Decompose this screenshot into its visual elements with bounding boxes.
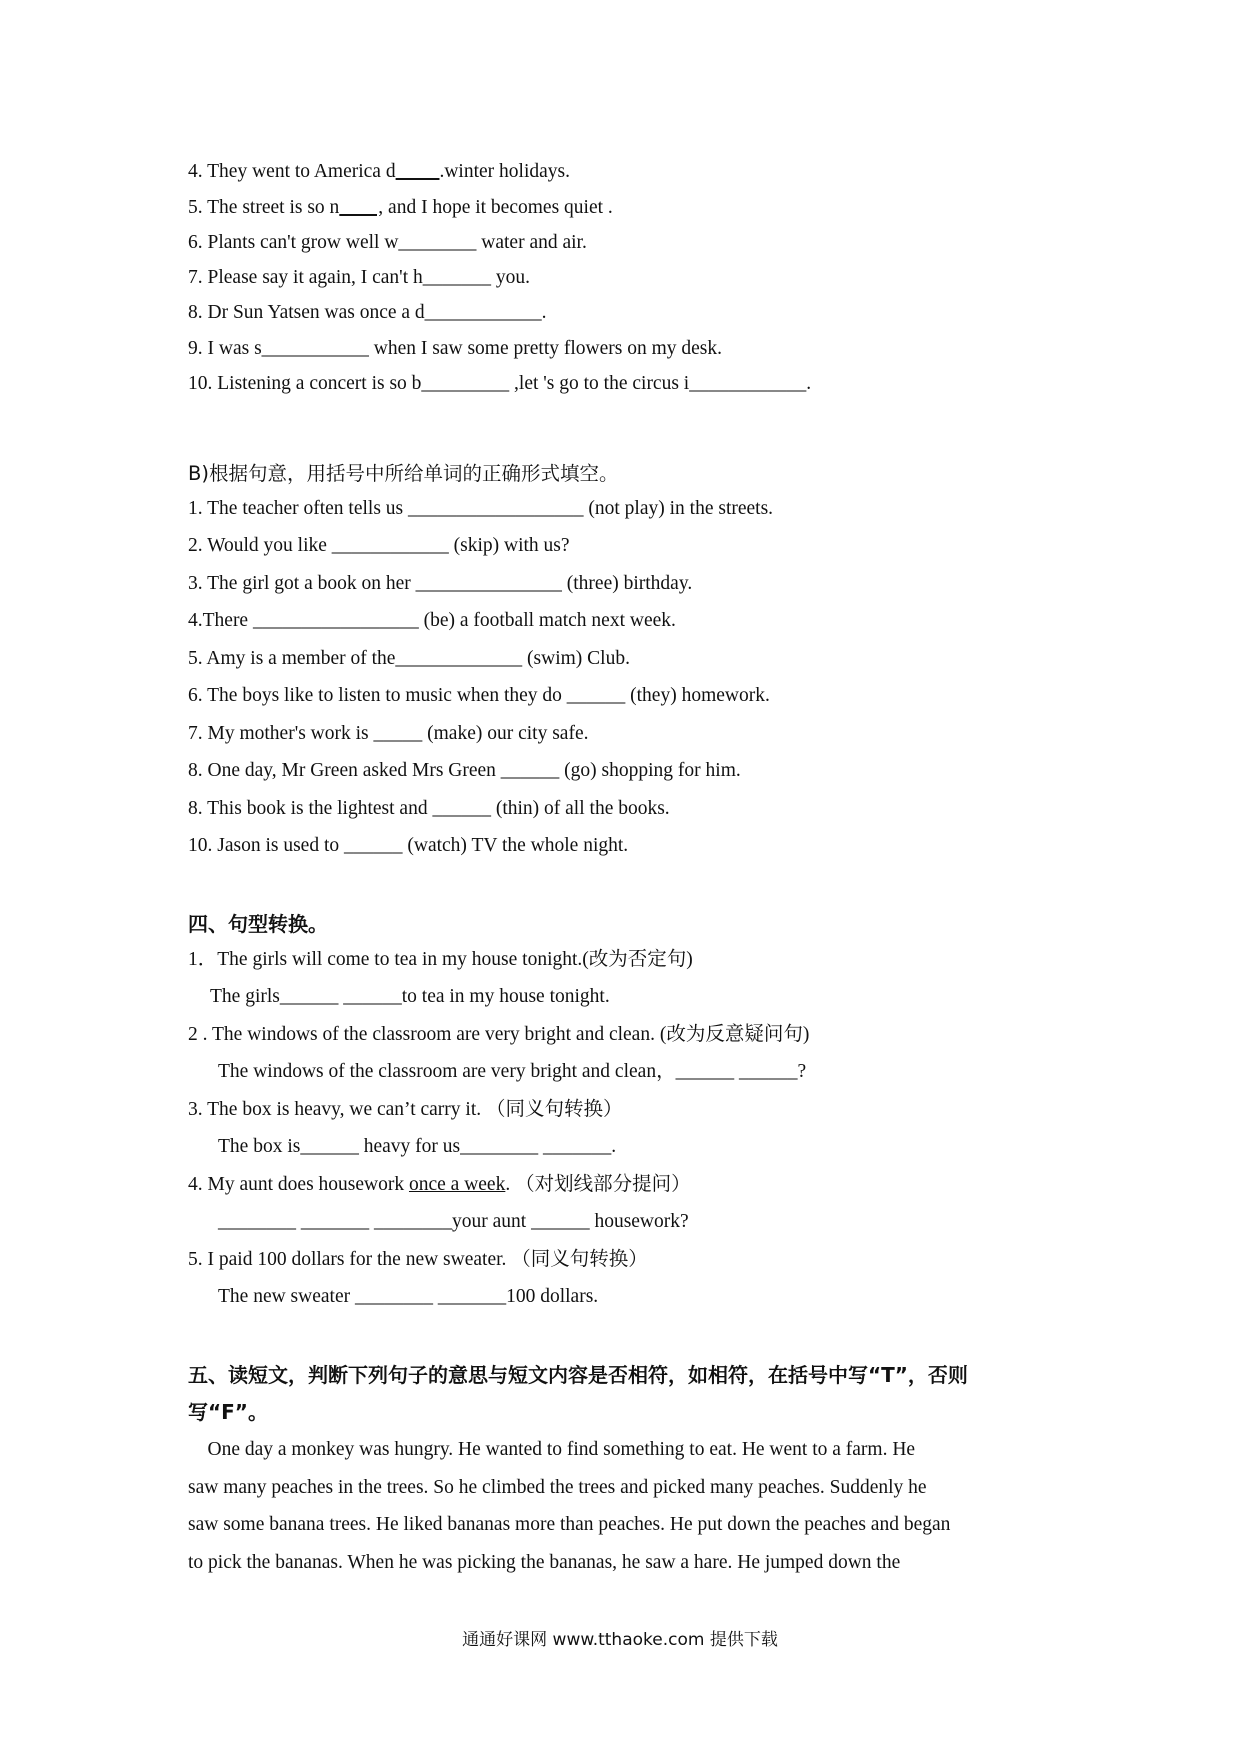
section-b-item: 6. The boys like to listen to music when they do ______ (they) homework. xyxy=(188,685,770,706)
section-a-item-10: 10. Listening a concert is so b_________ ,let 's go to the circus i____________. xyxy=(188,373,812,394)
section-4-question-1: 1．The girls will come to tea in my house tonight.(改为否定句) xyxy=(188,949,693,970)
section-a-item-4: 4. They went to America d .winter holidays. xyxy=(188,161,570,182)
section-4-question-4: 4. My aunt does housework once a week. （对划线部分提问） xyxy=(188,1174,691,1195)
section-4-answer-1: The girls______ ______to tea in my house tonight. xyxy=(210,986,610,1007)
section-4-question-2: 2 . The windows of the classroom are very bright and clean. (改为反意疑问句) xyxy=(188,1024,810,1045)
reading-paragraph-line: to pick the bananas. When he was picking the bananas, he saw a hare. He jumped down the xyxy=(188,1552,901,1573)
section-a-item-6: 6. Plants can't grow well w________ water and air. xyxy=(188,232,587,253)
answer-blank: , xyxy=(339,197,384,218)
section-4-title: 四、句型转换。 xyxy=(188,912,328,936)
reading-paragraph-line: One day a monkey was hungry. He wanted to find something to eat. He went to a farm. He xyxy=(188,1439,916,1460)
section-a-item-9: 9. I was s___________ when I saw some pretty flowers on my desk. xyxy=(188,338,723,359)
answer-blank xyxy=(396,161,440,182)
section-b-item: 7. My mother's work is _____ (make) our city safe. xyxy=(188,723,589,744)
section-b-item: 1. The teacher often tells us __________________ (not play) in the streets. xyxy=(188,498,774,519)
section-b-item: 5. Amy is a member of the_____________ (swim) Club. xyxy=(188,648,630,669)
section-4-question-5: 5. I paid 100 dollars for the new sweater. （同义句转换） xyxy=(188,1249,648,1270)
section-4-question-3: 3. The box is heavy, we can’t carry it. （同义句转换） xyxy=(188,1099,623,1120)
page-footer: 通通好课网 www.tthaoke.com 提供下载 xyxy=(462,1630,778,1650)
underlined-phrase: once a week xyxy=(408,1174,506,1195)
section-b-item: 3. The girl got a book on her _______________ (three) birthday. xyxy=(188,573,693,594)
section-a-item-8: 8. Dr Sun Yatsen was once a d____________. xyxy=(188,302,547,323)
section-a-item-5: 5. The street is so n , and I hope it becomes quiet . xyxy=(188,197,613,218)
section-b-item: 4.There _________________ (be) a football match next week. xyxy=(188,610,676,631)
section-a-item-7: 7. Please say it again, I can't h_______ you. xyxy=(188,267,530,288)
section-4-answer-5: The new sweater ________ _______100 dollars. xyxy=(218,1286,599,1307)
section-b-item: 10. Jason is used to ______ (watch) TV the whole night. xyxy=(188,835,629,856)
section-5-title-line-2: 写“F”。 xyxy=(188,1400,268,1424)
section-b-title: B)根据句意，用括号中所给单词的正确形式填空。 xyxy=(188,462,619,485)
section-5-title-line-1: 五、读短文，判断下列句子的意思与短文内容是否相符，如相符，在括号中写“T”，否则 xyxy=(188,1363,968,1387)
reading-paragraph-line: saw many peaches in the trees. So he climbed the trees and picked many peaches. Suddenly he xyxy=(188,1477,927,1498)
section-b-item: 2. Would you like ____________ (skip) with us? xyxy=(188,535,570,556)
section-4-answer-2: The windows of the classroom are very bright and clean，______ ______? xyxy=(218,1061,807,1082)
reading-paragraph-line: saw some banana trees. He liked bananas more than peaches. He put down the peaches and began xyxy=(188,1514,951,1535)
section-b-item: 8. One day, Mr Green asked Mrs Green ______ (go) shopping for him. xyxy=(188,760,741,781)
section-4-answer-3: The box is______ heavy for us________ _______. xyxy=(218,1136,617,1157)
section-4-answer-4: ________ _______ ________your aunt ______ housework? xyxy=(218,1211,689,1232)
section-b-item: 8. This book is the lightest and ______ (thin) of all the books. xyxy=(188,798,670,819)
